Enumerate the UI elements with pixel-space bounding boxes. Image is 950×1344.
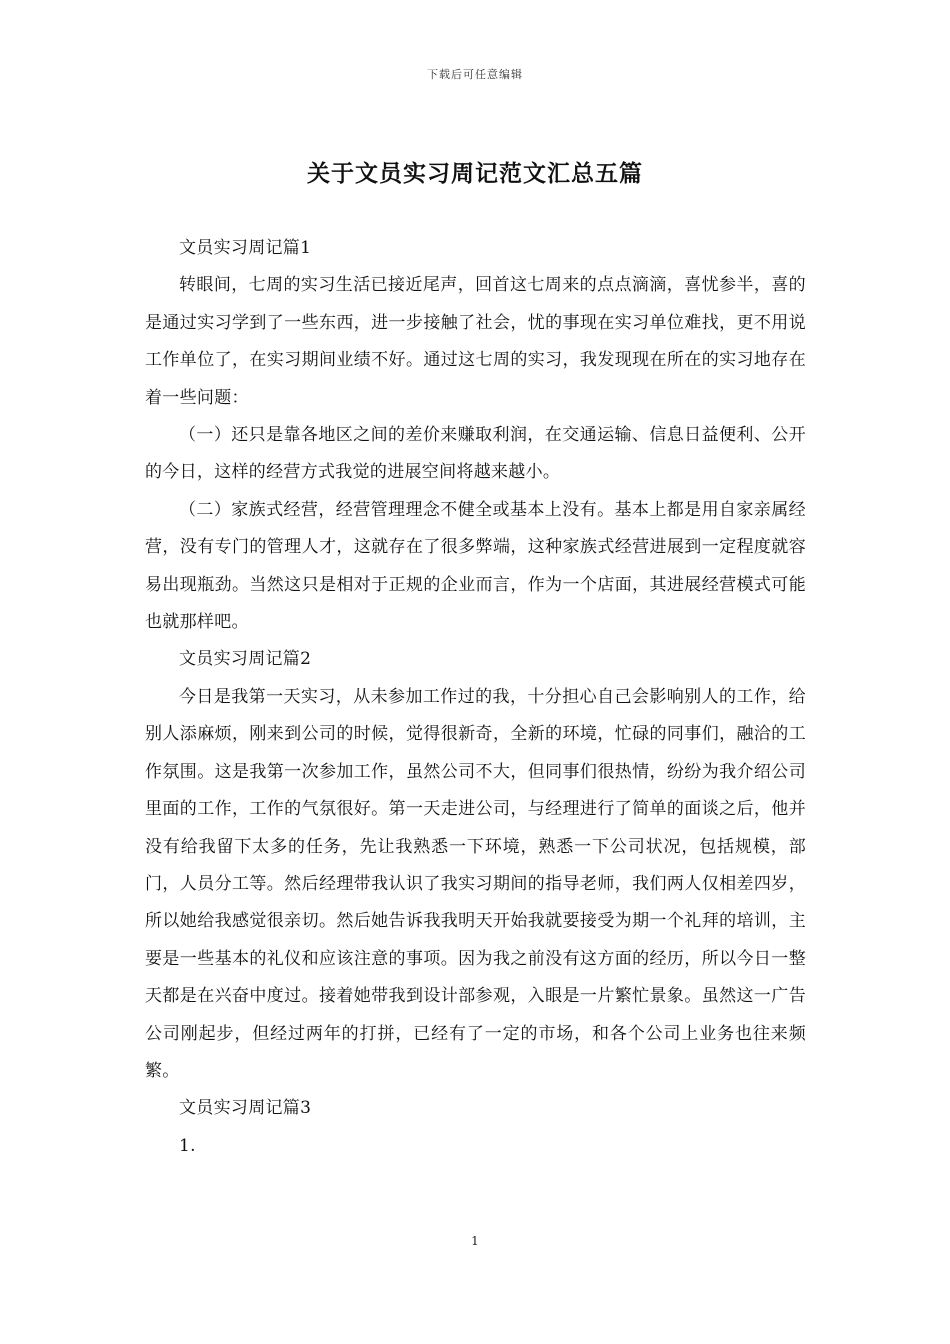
page-number: 1 bbox=[471, 1234, 479, 1248]
paragraph: （一）还只是靠各地区之间的差价来赚取利润，在交通运输、信息日益便利、公开的今日，这样的经营方式我觉的进展空间将越来越小。 bbox=[145, 425, 806, 483]
paragraph: 今日是我第一天实习，从未参加工作过的我，十分担心自己会影响别人的工作，给别人添麻烦，刚来到公司的时候，觉得很新奇，全新的环境，忙碌的同事们，融洽的工作氛围。这是我第一次参加工作，虽然公司不大，但同事们很热情，纷纷为我介绍公司里面的工作，工作的气氛很好。第一天走进公司，与经理进行了简单的面谈之后，他并没有给我留下太多的任务，先让我熟悉一下环境，熟悉一下公司状况，包括规模，部门，人员分工等。然后经理带我认识了我实习期间的指导老师，我们两人仅相差四岁，所以她给我感觉很亲切。然后她告诉我我明天开始我就要接受为期一个礼拜的培训，主要是一些基本的礼仪和应该注意的事项。因为我之前没有这方面的经历，所以今日一整天都是在兴奋中度过。接着她带我到设计部参观，入眼是一片繁忙景象。虽然这一广告公司刚起步，但经过两年的打拼，已经有了一定的市场，和各个公司上业务也往来频繁。 bbox=[145, 686, 806, 1081]
section-heading-3: 文员实习周记篇3 bbox=[179, 1098, 312, 1119]
paragraph: （二）家族式经营，经营管理理念不健全或基本上没有。基本上都是用自家亲属经营，没有专门的管理人才，这就存在了很多弊端，这种家族式经营进展到一定程度就容易出现瓶劲。当然这只是相对于正规的企业而言，作为一个店面，其进展经营模式可能也就那样吧。 bbox=[145, 499, 806, 633]
paragraph: 转眼间，七周的实习生活已接近尾声，回首这七周来的点点滴滴，喜忧参半，喜的是通过实习学到了一些东西，进一步接触了社会，忧的事现在实习单位难找，更不用说工作单位了，在实习期间业绩不好。通过这七周的实习，我发现现在所在的实习地存在着一些问题： bbox=[145, 275, 806, 408]
header-note: 下载后可任意编辑 bbox=[427, 68, 523, 81]
section-heading-1: 文员实习周记篇1 bbox=[179, 238, 312, 258]
document-title: 关于文员实习周记范文汇总五篇 bbox=[307, 160, 643, 187]
document-body bbox=[145, 230, 806, 1165]
section-heading-2: 文员实习周记篇2 bbox=[179, 649, 312, 670]
list-item-number: 1. bbox=[179, 1135, 196, 1156]
